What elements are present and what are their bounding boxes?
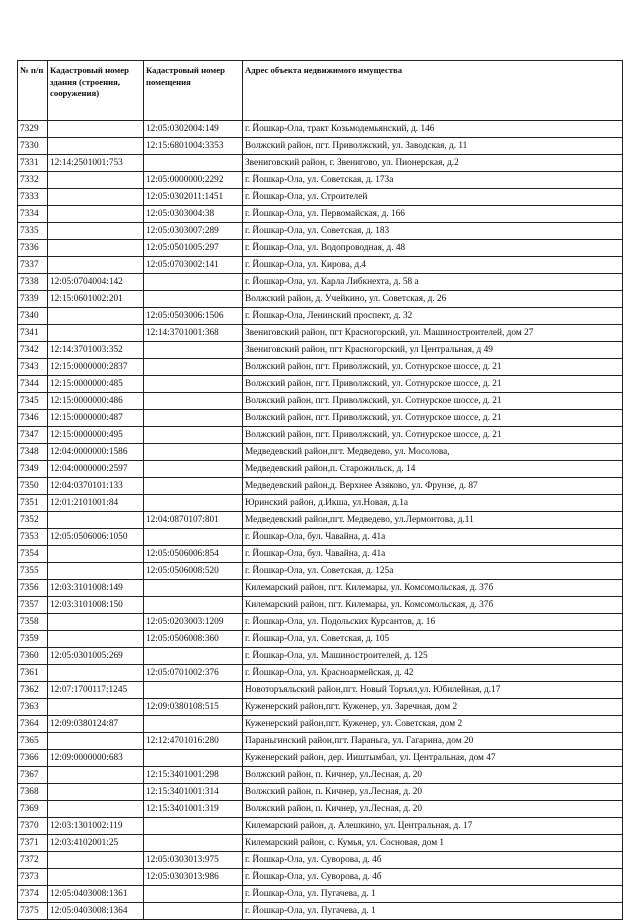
building-cadastral-cell [48, 733, 144, 750]
row-number-cell: 7332 [18, 172, 48, 189]
row-number-cell: 7371 [18, 835, 48, 852]
row-number-cell: 7350 [18, 478, 48, 495]
premises-cadastral-cell: 12:05:0506008:360 [144, 631, 243, 648]
premises-cadastral-cell [144, 478, 243, 495]
address-cell: г. Йошкар-Ола, Ленинский проспект, д. 32 [243, 308, 623, 325]
building-cadastral-cell [48, 852, 144, 869]
address-cell: Волжский район, пгт. Приволжский, ул. Сотнурское шоссе, д. 21 [243, 359, 623, 376]
building-cadastral-cell [48, 665, 144, 682]
address-cell: г. Йошкар-Ола, бул. Чавайна, д. 41а [243, 529, 623, 546]
row-number-cell: 7349 [18, 461, 48, 478]
premises-cadastral-cell [144, 716, 243, 733]
row-number-cell: 7353 [18, 529, 48, 546]
table-row [18, 682, 623, 699]
building-cadastral-cell: 12:03:4102001:25 [48, 835, 144, 852]
premises-cadastral-cell [144, 835, 243, 852]
table-row [18, 869, 623, 886]
building-cadastral-cell [48, 631, 144, 648]
row-number-cell: 7343 [18, 359, 48, 376]
table-row [18, 767, 623, 784]
address-cell: Звениговский район, пгт Красногорский, ул. Машиностроителей, дом 27 [243, 325, 623, 342]
premises-cadastral-cell: 12:05:0303013:986 [144, 869, 243, 886]
building-cadastral-cell [48, 614, 144, 631]
row-number-cell: 7334 [18, 206, 48, 223]
building-cadastral-cell [48, 189, 144, 206]
table-row [18, 563, 623, 580]
building-cadastral-cell [48, 121, 144, 138]
table-row [18, 172, 623, 189]
address-cell: Волжский район, пгт. Приволжский, ул. Сотнурское шоссе, д. 21 [243, 393, 623, 410]
row-number-cell: 7348 [18, 444, 48, 461]
premises-cadastral-cell: 12:15:3401001:314 [144, 784, 243, 801]
building-cadastral-cell [48, 206, 144, 223]
premises-cadastral-cell: 12:12:4701016:280 [144, 733, 243, 750]
address-cell: г. Йошкар-Ола, ул. Красноармейская, д. 42 [243, 665, 623, 682]
header-address: Адрес объекта недвижимого имущества [243, 61, 623, 121]
building-cadastral-cell: 12:14:2501001:753 [48, 155, 144, 172]
row-number-cell: 7341 [18, 325, 48, 342]
row-number-cell: 7345 [18, 393, 48, 410]
premises-cadastral-cell: 12:05:0203003:1209 [144, 614, 243, 631]
row-number-cell: 7338 [18, 274, 48, 291]
address-cell: г. Йошкар-Ола, ул. Первомайская, д. 166 [243, 206, 623, 223]
row-number-cell: 7336 [18, 240, 48, 257]
premises-cadastral-cell: 12:05:0701002:376 [144, 665, 243, 682]
row-number-cell: 7375 [18, 903, 48, 920]
row-number-cell: 7367 [18, 767, 48, 784]
table-row [18, 308, 623, 325]
address-cell: г. Йошкар-Ола, ул. Кирова, д.4 [243, 257, 623, 274]
address-cell: Параньгинский район,пгт. Параньга, ул. Гагарина, дом 20 [243, 733, 623, 750]
premises-cadastral-cell: 12:04:0870107:801 [144, 512, 243, 529]
row-number-cell: 7352 [18, 512, 48, 529]
building-cadastral-cell [48, 784, 144, 801]
row-number-cell: 7374 [18, 886, 48, 903]
table-row [18, 631, 623, 648]
header-building-cadastral: Кадастровый номер здания (строения, сооружения) [48, 61, 144, 121]
building-cadastral-cell: 12:03:3101008:149 [48, 580, 144, 597]
premises-cadastral-cell [144, 495, 243, 512]
table-row [18, 291, 623, 308]
building-cadastral-cell: 12:05:0403008:1361 [48, 886, 144, 903]
address-cell: г. Йошкар-Ола, ул. Подольских Курсантов, д. 16 [243, 614, 623, 631]
table-row [18, 257, 623, 274]
table-row [18, 138, 623, 155]
premises-cadastral-cell [144, 359, 243, 376]
header-row [18, 61, 623, 121]
premises-cadastral-cell [144, 580, 243, 597]
property-registry-table [17, 60, 623, 920]
table-row [18, 376, 623, 393]
row-number-cell: 7354 [18, 546, 48, 563]
building-cadastral-cell: 12:03:3101008:150 [48, 597, 144, 614]
address-cell: Звениговский район, г. Звенигово, ул. Пионерская, д.2 [243, 155, 623, 172]
row-number-cell: 7335 [18, 223, 48, 240]
building-cadastral-cell: 12:05:0301005:269 [48, 648, 144, 665]
premises-cadastral-cell: 12:05:0303007:289 [144, 223, 243, 240]
address-cell: Килемарский район, пгт. Килемары, ул. Комсомольская, д. 37б [243, 580, 623, 597]
premises-cadastral-cell [144, 903, 243, 920]
table-row [18, 427, 623, 444]
table-row [18, 818, 623, 835]
building-cadastral-cell [48, 308, 144, 325]
table-row [18, 342, 623, 359]
row-number-cell: 7342 [18, 342, 48, 359]
address-cell: Килемарский район, д. Алешкино, ул. Центральная, д. 17 [243, 818, 623, 835]
address-cell: Волжский район, пгт. Приволжский, ул. Заводская, д. 11 [243, 138, 623, 155]
building-cadastral-cell [48, 767, 144, 784]
row-number-cell: 7365 [18, 733, 48, 750]
table-row [18, 495, 623, 512]
address-cell: г. Йошкар-Ола, ул. Машиностроителей, д. 125 [243, 648, 623, 665]
premises-cadastral-cell: 12:05:0503006:1506 [144, 308, 243, 325]
building-cadastral-cell: 12:15:0601002:201 [48, 291, 144, 308]
premises-cadastral-cell [144, 648, 243, 665]
address-cell: Новоторъяльский район,пгт. Новый Торъял,ул. Юбилейная, д.17 [243, 682, 623, 699]
premises-cadastral-cell [144, 410, 243, 427]
table-row [18, 393, 623, 410]
building-cadastral-cell [48, 257, 144, 274]
premises-cadastral-cell [144, 461, 243, 478]
address-cell: Волжский район, пгт. Приволжский, ул. Сотнурское шоссе, д. 21 [243, 410, 623, 427]
address-cell: Волжский район, д. Учейкино, ул. Советская, д. 26 [243, 291, 623, 308]
premises-cadastral-cell: 12:05:0303013:975 [144, 852, 243, 869]
address-cell: г. Йошкар-Ола, ул. Советская, д. 105 [243, 631, 623, 648]
premises-cadastral-cell [144, 682, 243, 699]
building-cadastral-cell: 12:09:0000000:683 [48, 750, 144, 767]
table-row [18, 801, 623, 818]
premises-cadastral-cell [144, 427, 243, 444]
building-cadastral-cell [48, 512, 144, 529]
row-number-cell: 7357 [18, 597, 48, 614]
premises-cadastral-cell [144, 155, 243, 172]
table-row [18, 512, 623, 529]
premises-cadastral-cell: 12:15:3401001:319 [144, 801, 243, 818]
address-cell: Медведевский район,п. Старожильск, д. 14 [243, 461, 623, 478]
address-cell: Звениговский район, пгт Красногорский, ул Центральная, д 49 [243, 342, 623, 359]
address-cell: г. Йошкар-Ола, бул. Чавайна, д. 41а [243, 546, 623, 563]
address-cell: Куженерский район,пгт. Куженер, ул. Заречная, дом 2 [243, 699, 623, 716]
table-row [18, 699, 623, 716]
building-cadastral-cell [48, 699, 144, 716]
address-cell: г. Йошкар-Ола, ул. Суворова, д. 4б [243, 852, 623, 869]
table-row [18, 240, 623, 257]
address-cell: Юринский район, д.Икша, ул.Новая, д.1а [243, 495, 623, 512]
table-row [18, 733, 623, 750]
premises-cadastral-cell [144, 291, 243, 308]
address-cell: Медведевский район,пгт. Медведево, ул. Мосолова, [243, 444, 623, 461]
address-cell: г. Йошкар-Ола, ул. Советская, д. 173а [243, 172, 623, 189]
address-cell: г. Йошкар-Ола, ул. Советская, д. 183 [243, 223, 623, 240]
row-number-cell: 7366 [18, 750, 48, 767]
premises-cadastral-cell: 12:14:3701001:368 [144, 325, 243, 342]
premises-cadastral-cell [144, 529, 243, 546]
building-cadastral-cell: 12:05:0506006:1050 [48, 529, 144, 546]
row-number-cell: 7351 [18, 495, 48, 512]
row-number-cell: 7373 [18, 869, 48, 886]
table-row [18, 716, 623, 733]
row-number-cell: 7364 [18, 716, 48, 733]
premises-cadastral-cell [144, 393, 243, 410]
table-row [18, 648, 623, 665]
table-row [18, 903, 623, 920]
premises-cadastral-cell [144, 342, 243, 359]
building-cadastral-cell: 12:07:1700117:1245 [48, 682, 144, 699]
premises-cadastral-cell: 12:05:0501005:297 [144, 240, 243, 257]
building-cadastral-cell: 12:15:0000000:2837 [48, 359, 144, 376]
building-cadastral-cell: 12:14:3701003:352 [48, 342, 144, 359]
building-cadastral-cell: 12:15:0000000:487 [48, 410, 144, 427]
table-row [18, 886, 623, 903]
building-cadastral-cell: 12:15:0000000:485 [48, 376, 144, 393]
address-cell: Килемарский район, с. Кумья, ул. Сосновая, дом 1 [243, 835, 623, 852]
table-row [18, 189, 623, 206]
table-row [18, 461, 623, 478]
building-cadastral-cell [48, 223, 144, 240]
premises-cadastral-cell [144, 886, 243, 903]
table-row [18, 410, 623, 427]
address-cell: г. Йошкар-Ола, ул. Водопроводная, д. 48 [243, 240, 623, 257]
premises-cadastral-cell [144, 274, 243, 291]
address-cell: Медведевский район,пгт. Медведево, ул.Лермонтова, д.11 [243, 512, 623, 529]
premises-cadastral-cell: 12:05:0302004:149 [144, 121, 243, 138]
building-cadastral-cell: 12:04:0370101:133 [48, 478, 144, 495]
row-number-cell: 7337 [18, 257, 48, 274]
table-row [18, 597, 623, 614]
row-number-cell: 7370 [18, 818, 48, 835]
row-number-cell: 7347 [18, 427, 48, 444]
building-cadastral-cell: 12:09:0380124:87 [48, 716, 144, 733]
building-cadastral-cell [48, 869, 144, 886]
row-number-cell: 7369 [18, 801, 48, 818]
header-row-number: № п/п [18, 61, 48, 121]
address-cell: Килемарский район, пгт. Килемары, ул. Комсомольская, д. 37б [243, 597, 623, 614]
row-number-cell: 7355 [18, 563, 48, 580]
row-number-cell: 7329 [18, 121, 48, 138]
row-number-cell: 7330 [18, 138, 48, 155]
building-cadastral-cell: 12:05:0403008:1364 [48, 903, 144, 920]
address-cell: Куженерский район,пгт. Куженер, ул. Советская, дом 2 [243, 716, 623, 733]
address-cell: Куженерский район, дер. Ииштымбал, ул. Центральная, дом 47 [243, 750, 623, 767]
table-row [18, 852, 623, 869]
premises-cadastral-cell [144, 597, 243, 614]
premises-cadastral-cell: 12:05:0303004:38 [144, 206, 243, 223]
building-cadastral-cell: 12:04:0000000:2597 [48, 461, 144, 478]
building-cadastral-cell [48, 563, 144, 580]
row-number-cell: 7346 [18, 410, 48, 427]
row-number-cell: 7339 [18, 291, 48, 308]
address-cell: г. Йошкар-Ола, ул. Суворова, д. 4б [243, 869, 623, 886]
address-cell: г. Йошкар-Ола, тракт Козьмодемьянский, д. 146 [243, 121, 623, 138]
building-cadastral-cell [48, 801, 144, 818]
premises-cadastral-cell: 12:15:3401001:298 [144, 767, 243, 784]
building-cadastral-cell: 12:01:2101001:84 [48, 495, 144, 512]
table-row [18, 155, 623, 172]
premises-cadastral-cell: 12:05:0506008:520 [144, 563, 243, 580]
premises-cadastral-cell: 12:05:0000000:2292 [144, 172, 243, 189]
building-cadastral-cell [48, 172, 144, 189]
building-cadastral-cell [48, 325, 144, 342]
row-number-cell: 7331 [18, 155, 48, 172]
table-row [18, 546, 623, 563]
row-number-cell: 7344 [18, 376, 48, 393]
table-row [18, 223, 623, 240]
row-number-cell: 7362 [18, 682, 48, 699]
table-row [18, 835, 623, 852]
table-row [18, 359, 623, 376]
building-cadastral-cell [48, 138, 144, 155]
table-row [18, 750, 623, 767]
address-cell: Волжский район, пгт. Приволжский, ул. Сотнурское шоссе, д. 21 [243, 427, 623, 444]
address-cell: г. Йошкар-Ола, ул. Пугачева, д. 1 [243, 886, 623, 903]
address-cell: Волжский район, пгт. Приволжский, ул. Сотнурское шоссе, д. 21 [243, 376, 623, 393]
row-number-cell: 7372 [18, 852, 48, 869]
table-row [18, 206, 623, 223]
table-row [18, 274, 623, 291]
table-row [18, 784, 623, 801]
row-number-cell: 7360 [18, 648, 48, 665]
row-number-cell: 7356 [18, 580, 48, 597]
building-cadastral-cell: 12:15:0000000:486 [48, 393, 144, 410]
table-row [18, 614, 623, 631]
row-number-cell: 7361 [18, 665, 48, 682]
address-cell: г. Йошкар-Ола, ул. Советская, д. 125а [243, 563, 623, 580]
table-row [18, 121, 623, 138]
row-number-cell: 7368 [18, 784, 48, 801]
premises-cadastral-cell: 12:05:0703002:141 [144, 257, 243, 274]
building-cadastral-cell [48, 240, 144, 257]
table-row [18, 665, 623, 682]
address-cell: Волжский район, п. Кичнер, ул.Лесная, д. 20 [243, 801, 623, 818]
row-number-cell: 7359 [18, 631, 48, 648]
table-row [18, 444, 623, 461]
address-cell: г. Йошкар-Ола, ул. Строителей [243, 189, 623, 206]
premises-cadastral-cell [144, 376, 243, 393]
table-row [18, 529, 623, 546]
row-number-cell: 7363 [18, 699, 48, 716]
premises-cadastral-cell: 12:05:0506006:854 [144, 546, 243, 563]
building-cadastral-cell: 12:04:0000000:1586 [48, 444, 144, 461]
table-row [18, 325, 623, 342]
building-cadastral-cell: 12:15:0000000:495 [48, 427, 144, 444]
address-cell: Волжский район, п. Кичнер, ул.Лесная, д. 20 [243, 784, 623, 801]
address-cell: Медведевский район,д. Верхнее Азяково, ул. Фрунзе, д. 87 [243, 478, 623, 495]
row-number-cell: 7333 [18, 189, 48, 206]
row-number-cell: 7358 [18, 614, 48, 631]
building-cadastral-cell: 12:03:1301002:119 [48, 818, 144, 835]
table-row [18, 478, 623, 495]
header-premises-cadastral: Кадастровый номер помещения [144, 61, 243, 121]
premises-cadastral-cell: 12:09:0380108:515 [144, 699, 243, 716]
building-cadastral-cell: 12:05:0704004:142 [48, 274, 144, 291]
premises-cadastral-cell: 12:05:0302011:1451 [144, 189, 243, 206]
premises-cadastral-cell: 12:15:6801004:3353 [144, 138, 243, 155]
address-cell: г. Йошкар-Ола, ул. Карла Либкнехта, д. 58 а [243, 274, 623, 291]
table-body [18, 121, 623, 920]
address-cell: г. Йошкар-Ола, ул. Пугачева, д. 1 [243, 903, 623, 920]
premises-cadastral-cell [144, 444, 243, 461]
row-number-cell: 7340 [18, 308, 48, 325]
premises-cadastral-cell [144, 818, 243, 835]
building-cadastral-cell [48, 546, 144, 563]
premises-cadastral-cell [144, 750, 243, 767]
table-row [18, 580, 623, 597]
address-cell: Волжский район, п. Кичнер, ул.Лесная, д. 20 [243, 767, 623, 784]
